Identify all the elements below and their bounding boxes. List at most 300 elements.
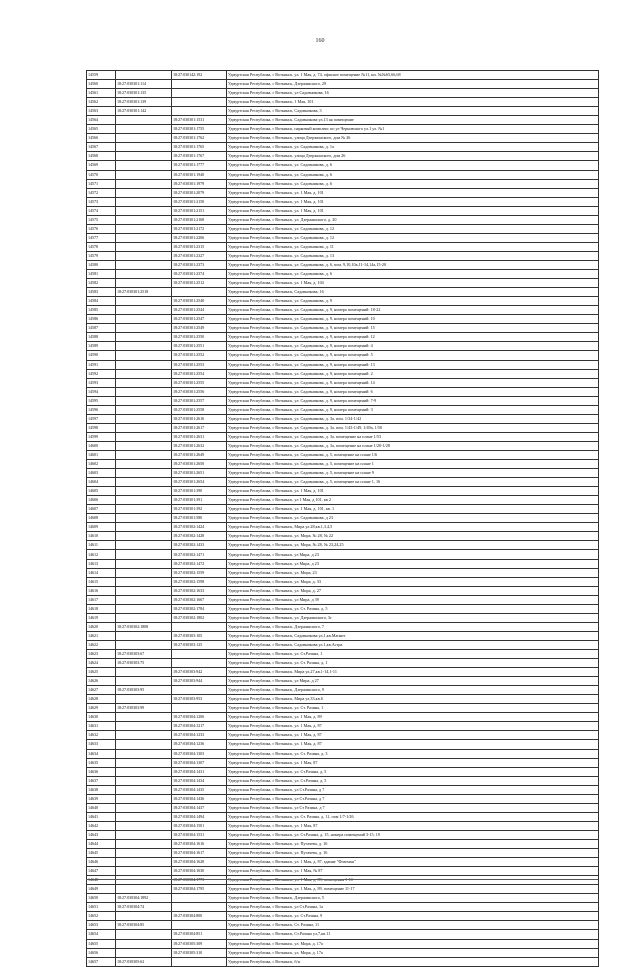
row-number-cell: 14598 [87,423,116,432]
building-cadastral-number-cell: 18:27:030301:1755 [172,125,227,134]
address-cell: Удмуртская Республика, г Воткинск, ул Ст Разина, д 7 [227,803,599,812]
table-row [87,894,599,903]
row-number-cell: 14575 [87,215,116,224]
address-cell: Удмуртская Республика, г Воткинск, ул. Садовникова, д. 5, помещение на плане 1 [227,460,599,469]
building-cadastral-number-cell [172,894,227,903]
land-cadastral-number-cell [116,830,172,839]
land-cadastral-number-cell [116,631,172,640]
address-cell: Удмуртская Республика, г Воткинск, ул. 1 Мая, д. 104 [227,279,599,288]
land-cadastral-number-cell: 18:27:030305:62 [116,957,172,966]
building-cadastral-number-cell: 18:27:030304:1435 [172,785,227,794]
building-cadastral-number-cell: 18:27:030304:1617 [172,849,227,858]
land-cadastral-number-cell [116,71,172,80]
building-cadastral-number-cell: 18:27:030302:1802 [172,613,227,622]
land-cadastral-number-cell [116,713,172,722]
row-number-cell: 14604 [87,478,116,487]
row-number-cell: 14610 [87,532,116,541]
address-cell: Удмуртская Республика, г Воткинск, ул. Садовникова, д. 9, номера помещений: 12 [227,333,599,342]
table-row [87,622,599,631]
building-cadastral-number-cell: 18:27:030304:1307 [172,758,227,767]
building-cadastral-number-cell [172,89,227,98]
table-row [87,885,599,894]
address-cell: Удмуртская Республика, г Воткинск, ул. Мира, д. 33 [227,577,599,586]
land-cadastral-number-cell [116,785,172,794]
table-row [87,713,599,722]
land-cadastral-number-cell [116,206,172,215]
row-number-cell: 14564 [87,116,116,125]
land-cadastral-number-cell [116,315,172,324]
row-number-cell: 14583 [87,288,116,297]
building-cadastral-number-cell: 18:27:030302:1472 [172,559,227,568]
land-cadastral-number-cell [116,812,172,821]
address-cell: Удмуртская Республика, г Воткинск, б/н [227,957,599,966]
row-number-cell: 14559 [87,71,116,80]
land-cadastral-number-cell [116,215,172,224]
land-cadastral-number-cell: 18:27:030301:114 [116,80,172,89]
building-cadastral-number-cell: 18:27:030303:125 [172,640,227,649]
building-cadastral-number-cell: 18:27:030305:310 [172,948,227,957]
land-cadastral-number-cell [116,586,172,595]
address-cell: Удмуртская Республика, г Воткинск, ул. Садовникова, д. 6 [227,270,599,279]
land-cadastral-number-cell [116,333,172,342]
land-cadastral-number-cell [116,821,172,830]
address-cell: Удмуртская Республика, г Воткинск, Садовникова, 16 [227,288,599,297]
row-number-cell: 14634 [87,749,116,758]
row-number-cell: 14642 [87,821,116,830]
building-cadastral-number-cell: 18:27:030302:1471 [172,550,227,559]
table-row [87,342,599,351]
address-cell: Удмуртская Республика, г Воткинск, парковый комплекс по ул Черновского ул.1 ул. №1 [227,125,599,134]
table-row [87,604,599,613]
address-cell: Удмуртская Республика, г Воткинск, ул. Ст. Разина, д. 5 [227,604,599,613]
table-row [87,432,599,441]
building-cadastral-number-cell: 18:27:030301:2552 [172,351,227,360]
row-number-cell: 14582 [87,279,116,288]
table-row [87,251,599,260]
land-cadastral-number-cell [116,867,172,876]
table-row [87,704,599,713]
table-row [87,143,599,152]
land-cadastral-number-cell [116,134,172,143]
address-cell: Удмуртская Республика, г Воткинск, ул Ст.Разина, д 7 [227,785,599,794]
address-cell: Удмуртская Республика, г Воткинск, ул. 1 Мая, д. 87, здание "Флагман" [227,858,599,867]
land-cadastral-number-cell [116,360,172,369]
row-number-cell: 14607 [87,505,116,514]
table-row [87,396,599,405]
building-cadastral-number-cell: 18:27:030304:1630 [172,867,227,876]
table-row [87,541,599,550]
row-number-cell: 14591 [87,360,116,369]
row-number-cell: 14644 [87,839,116,848]
land-cadastral-number-cell [116,125,172,134]
building-cadastral-number-cell: 18:27:030301:2555 [172,378,227,387]
building-cadastral-number-cell: 18:27:030301:580 [172,514,227,523]
table-row [87,89,599,98]
building-cadastral-number-cell: 18:27:030301:2079 [172,188,227,197]
land-cadastral-number-cell [116,514,172,523]
row-number-cell: 14641 [87,812,116,821]
address-cell: Удмуртская Республика, г Воткинск, ул. Ст. Разина, 1 [227,704,599,713]
table-row [87,71,599,80]
address-cell: Удмуртская Республика, г Воткинск, ул. Садовникова, д. 9, номера помещений: 6 [227,387,599,396]
address-cell: Удмуртская Республика, г Воткинск, ул. Садовникова, д 23 [227,514,599,523]
row-number-cell: 14625 [87,668,116,677]
table-row [87,930,599,939]
address-cell: Удмуртская Республика, г Воткинск, ул. 1 Мая, д. 89, помещение 11-17 [227,885,599,894]
address-cell: Удмуртская Республика, г Воткинск, ул. 1 Мая, д. 101 [227,197,599,206]
address-cell: Удмуртская Республика, г Воткинск, ул Мира, д 27 [227,677,599,686]
table-row [87,378,599,387]
address-cell: Удмуртская Республика, г Воткинск, ул. Садовникова, д. 9, номера помещений: 18-22 [227,306,599,315]
land-cadastral-number-cell [116,595,172,604]
row-number-cell: 14587 [87,324,116,333]
building-cadastral-number-cell: 18:27:030302:1784 [172,604,227,613]
table-row [87,134,599,143]
land-cadastral-number-cell [116,677,172,686]
building-cadastral-number-cell: 18:27:030304:1236 [172,740,227,749]
row-number-cell: 14595 [87,396,116,405]
address-cell: Удмуртская Республика, г Воткинск, Мира ул,33,кв.6 [227,695,599,704]
row-number-cell: 14560 [87,80,116,89]
building-cadastral-number-cell: 18:27:030303:105 [172,631,227,640]
table-row [87,288,599,297]
building-cadastral-number-cell: 18:27:030301:2512 [172,279,227,288]
table-row [87,324,599,333]
building-cadastral-number-cell: 18:27:030301:1531 [172,116,227,125]
land-cadastral-number-cell [116,604,172,613]
table-row [87,550,599,559]
building-cadastral-number-cell: 18:27:030304:1773 [172,876,227,885]
table-bottom-rule [86,879,598,880]
land-cadastral-number-cell [116,423,172,432]
address-cell: Удмуртская Республика, г Воткинск, Садовникова, 3 [227,107,599,116]
address-cell: Удмуртская Республика, г Воткинск, ул. Садовникова, д. 3а, помещение на плане 1/53 [227,432,599,441]
address-cell: Удмуртская Республика, г Воткинск, Дзержинского, 29 [227,80,599,89]
row-number-cell: 14577 [87,233,116,242]
table-row [87,206,599,215]
building-cadastral-number-cell: 18:27:030304:1233 [172,731,227,740]
row-number-cell: 14580 [87,260,116,269]
building-cadastral-number-cell: 18:27:030304:1431 [172,767,227,776]
address-cell: Удмуртская Республика, г Воткинск, ул. Садовникова, д. 13 [227,251,599,260]
table-row [87,686,599,695]
row-number-cell: 14566 [87,134,116,143]
land-cadastral-number-cell [116,297,172,306]
address-cell: Удмуртская Республика, г Воткинск, ул Ст.Разина, д 7 [227,794,599,803]
address-cell: Удмуртская Республика, г Воткинск, ул. 1 Мая, 87 [227,758,599,767]
building-cadastral-number-cell: 18:27:030304:1616 [172,839,227,848]
row-number-cell: 14585 [87,306,116,315]
table-row [87,858,599,867]
property-registry-table [86,70,599,967]
table-row [87,351,599,360]
table-row [87,758,599,767]
building-cadastral-number-cell: 18:27:030301:2617 [172,423,227,432]
building-cadastral-number-cell: 18:27:030301:2632 [172,441,227,450]
table-row [87,568,599,577]
building-cadastral-number-cell [172,622,227,631]
land-cadastral-number-cell: 18:27:030303:95 [116,686,172,695]
land-cadastral-number-cell [116,613,172,622]
address-cell: Удмуртская Республика, г Воткинск, ул. 1 Мая, д. 101 [227,206,599,215]
table-row [87,315,599,324]
address-cell: Удмуртская Республика, г Воткинск, ул. Мира, № 28, № 22 [227,532,599,541]
address-cell: Удмуртская Республика, г Воткинск, ул. Дзержинского, д. 20 [227,215,599,224]
row-number-cell: 14647 [87,867,116,876]
row-number-cell: 14578 [87,242,116,251]
row-number-cell: 14639 [87,794,116,803]
address-cell: Удмуртская Республика, г Воткинск, ул. 1 Мая, д. 74, офисное помещение №11, нп. №№65,66,68 [227,71,599,80]
address-cell: Удмуртская Республика, г Воткинск, ул. Садовникова, д. 5, помещение на плане 1/6 [227,450,599,459]
table-row [87,749,599,758]
table-row [87,722,599,731]
address-cell: Удмуртская Республика, г Воткинск, Мира ул,27,кв.1-14,1-11 [227,668,599,677]
page-number: 160 [315,38,325,44]
table-row [87,948,599,957]
building-cadastral-number-cell: 18:27:030301:2551 [172,342,227,351]
row-number-cell: 14602 [87,460,116,469]
row-number-cell: 14597 [87,414,116,423]
address-cell: Удмуртская Республика, г Воткинск, ул. Садовникова, д. 3а, пом. 1/43-1/49, 1/49а, 1/50 [227,423,599,432]
row-number-cell: 14588 [87,333,116,342]
table-row [87,360,599,369]
building-cadastral-number-cell: 18:27:030301:2654 [172,478,227,487]
address-cell: Удмуртская Республика, г Воткинск, Ст.Разина ул,7,кв.11 [227,930,599,939]
building-cadastral-number-cell: 18:27:030302:1424 [172,523,227,532]
land-cadastral-number-cell [116,577,172,586]
land-cadastral-number-cell [116,279,172,288]
table-row [87,821,599,830]
table-row [87,559,599,568]
address-cell: Удмуртская Республика, г Воткинск, улица Дзержинского, дом 26 [227,152,599,161]
address-cell: Удмуртская Республика, г Воткинск, ул. 1 Мая, № 87 [227,867,599,876]
address-cell: Удмуртская Республика, г Воткинск, ул. 1 Мая, 87 [227,821,599,830]
address-cell: Удмуртская Республика, г Воткинск, ул. Садовникова, д. 6 [227,161,599,170]
address-cell: Удмуртская Республика, г Воткинск, ул. Мира, 23 [227,568,599,577]
land-cadastral-number-cell [116,405,172,414]
row-number-cell: 14630 [87,713,116,722]
row-number-cell: 14623 [87,650,116,659]
land-cadastral-number-cell [116,306,172,315]
building-cadastral-number-cell: 18:27:030301:390 [172,487,227,496]
building-cadastral-number-cell: 18:27:030301:2553 [172,360,227,369]
row-number-cell: 14635 [87,758,116,767]
building-cadastral-number-cell: 18:27:030301:392 [172,505,227,514]
row-number-cell: 14606 [87,496,116,505]
address-cell: Удмуртская Республика, г Воткинск, ул. Садовникова, д. 6 [227,179,599,188]
land-cadastral-number-cell [116,568,172,577]
land-cadastral-number-cell [116,450,172,459]
table-row [87,179,599,188]
land-cadastral-number-cell [116,523,172,532]
building-cadastral-number-cell: 18:27:030301:2544 [172,306,227,315]
building-cadastral-number-cell: 18:27:030304:1217 [172,722,227,731]
land-cadastral-number-cell [116,251,172,260]
building-cadastral-number-cell: 18:27:030301:2206 [172,233,227,242]
building-cadastral-number-cell [172,686,227,695]
land-cadastral-number-cell [116,197,172,206]
table-row [87,677,599,686]
row-number-cell: 14586 [87,315,116,324]
table-row [87,152,599,161]
address-cell: Удмуртская Республика, г Воткинск, ул. Садовникова, д. 3а, пом. 1/34-1/42 [227,414,599,423]
building-cadastral-number-cell: 18:27:030303:953 [172,695,227,704]
table-row [87,695,599,704]
row-number-cell: 14594 [87,387,116,396]
land-cadastral-number-cell [116,731,172,740]
address-cell: Удмуртская Республика, г Воткинск, ул. Ст.Разина, д. 15, номера помещений 3-15, 19 [227,830,599,839]
building-cadastral-number-cell: 18:27:030301:391 [172,496,227,505]
building-cadastral-number-cell: 18:27:030304:1206 [172,713,227,722]
land-cadastral-number-cell [116,441,172,450]
table-row [87,577,599,586]
address-cell: Удмуртская Республика, г Воткинск, ул. Садовникова, д. 6, пом. 9,10,10а,11-14,14а,15-20 [227,260,599,269]
land-cadastral-number-cell [116,794,172,803]
table-row [87,640,599,649]
building-cadastral-number-cell: 18:27:030301:2550 [172,333,227,342]
building-cadastral-number-cell [172,98,227,107]
row-number-cell: 14618 [87,604,116,613]
table-row [87,333,599,342]
table-row [87,767,599,776]
land-cadastral-number-cell [116,270,172,279]
building-cadastral-number-cell: 18:27:030304:1628 [172,858,227,867]
address-cell: Удмуртская Республика, г Воткинск, 1 Мая, 101 [227,98,599,107]
table-row [87,107,599,116]
row-number-cell: 14571 [87,179,116,188]
address-cell: Удмуртская Республика, г Воткинск, ул. Садовникова, д. 11 [227,242,599,251]
land-cadastral-number-cell [116,532,172,541]
building-cadastral-number-cell: 18:27:030304:1303 [172,749,227,758]
table-row [87,469,599,478]
row-number-cell: 14563 [87,107,116,116]
land-cadastral-number-cell [116,505,172,514]
address-cell: Удмуртская Республика, г Воткинск, ул. Ст.Разина, д. 5 [227,767,599,776]
address-cell: Удмуртская Республика, г Воткинск, ул Мира, д 39 [227,595,599,604]
land-cadastral-number-cell [116,233,172,242]
land-cadastral-number-cell [116,396,172,405]
table-row [87,161,599,170]
address-cell: Удмуртская Республика, г Воткинск, ул Ст.Разина, 1а [227,903,599,912]
address-cell: Удмуртская Республика, г Воткинск, ул. Мира, д. 27 [227,586,599,595]
address-cell: Удмуртская Республика, г Воткинск, ул. Садовникова, д. 6 [227,170,599,179]
land-cadastral-number-cell [116,559,172,568]
row-number-cell: 14627 [87,686,116,695]
table-row [87,668,599,677]
building-cadastral-number-cell: 18:27:030304:1531 [172,830,227,839]
table-row [87,297,599,306]
address-cell: Удмуртская Республика, г Воткинск, ул. 1 Мая, д. 87 [227,731,599,740]
row-number-cell: 14561 [87,89,116,98]
row-number-cell: 14603 [87,469,116,478]
table-row [87,487,599,496]
address-cell: Удмуртская Республика, г Воткинск, ул. Садовникова, д. 1а [227,143,599,152]
building-cadastral-number-cell: 18:27:030304:1436 [172,794,227,803]
land-cadastral-number-cell: 18:27:030302:1808 [116,622,172,631]
land-cadastral-number-cell [116,722,172,731]
table-row [87,903,599,912]
table-row [87,188,599,197]
address-cell: Удмуртская Республика, г Воткинск, ул. Садовникова, д. 3а, помещение на плане 1/20-1/28 [227,441,599,450]
land-cadastral-number-cell [116,460,172,469]
address-cell: Удмуртская Республика, г Воткинск, ул. Садовникова, д. 12 [227,233,599,242]
land-cadastral-number-cell [116,224,172,233]
building-cadastral-number-cell [172,957,227,966]
address-cell: Удмуртская Республика, г Воткинск, ул. Садовникова, д. 9, номера помещений: 3 [227,405,599,414]
address-cell: Удмуртская Республика, г Воткинск, Ст. Разина, 11 [227,921,599,930]
table-row [87,116,599,125]
address-cell: Удмуртская Республика, г Воткинск, ул. Ст. Разина, д. 1 [227,659,599,668]
land-cadastral-number-cell [116,414,172,423]
table-row [87,306,599,315]
row-number-cell: 14653 [87,921,116,930]
row-number-cell: 14654 [87,930,116,939]
building-cadastral-number-cell [172,903,227,912]
row-number-cell: 14609 [87,523,116,532]
address-cell: Удмуртская Республика, г Воткинск, ул Мира, д 23 [227,559,599,568]
building-cadastral-number-cell: 18:27:030302:1428 [172,532,227,541]
address-cell: Удмуртская Республика, г Воткинск, ул. 1 Мая, д. 89, помещения 1-10 [227,876,599,885]
land-cadastral-number-cell: 18:27:030304:85 [116,921,172,930]
row-number-cell: 14592 [87,369,116,378]
address-cell: Удмуртская Республика, г Воткинск, ул. Ст.Разина, 1 [227,650,599,659]
table-row [87,794,599,803]
building-cadastral-number-cell [172,80,227,89]
table-row [87,414,599,423]
land-cadastral-number-cell [116,849,172,858]
row-number-cell: 14600 [87,441,116,450]
table-row [87,260,599,269]
address-cell: Удмуртская Республика, г Воткинск, ул. Садовникова, д. 9, номера помещений: 4 [227,342,599,351]
address-cell: Удмуртская Республика, г Воткинск, ул. 1 Мая, д. 89 [227,713,599,722]
land-cadastral-number-cell [116,369,172,378]
address-cell: Удмуртская Республика, г Воткинск, ул. Ст. Разина, д. 3 [227,749,599,758]
table-row [87,224,599,233]
land-cadastral-number-cell: 18:27:030301:139 [116,98,172,107]
land-cadastral-number-cell [116,179,172,188]
land-cadastral-number-cell [116,767,172,776]
table-row [87,776,599,785]
row-number-cell: 14655 [87,939,116,948]
building-cadastral-number-cell: 18:27:030301:2651 [172,469,227,478]
row-number-cell: 14616 [87,586,116,595]
land-cadastral-number-cell [116,550,172,559]
land-cadastral-number-cell [116,116,172,125]
address-cell: Удмуртская Республика, г Воткинск, улица Дзержинского, дом № 26 [227,134,599,143]
table-row [87,957,599,966]
address-cell: Удмуртская Республика, г Воткинск, ул. Садовникова, д. 5, помещение на плане 9 [227,469,599,478]
building-cadastral-number-cell: 18:27:030301:2547 [172,315,227,324]
building-cadastral-number-cell: 18:27:030302:1433 [172,541,227,550]
address-cell: Удмуртская Республика, г Воткинск, ул. 1 Мая, д. 101 [227,188,599,197]
building-cadastral-number-cell: 18:27:030301:2373 [172,260,227,269]
building-cadastral-number-cell: 18:27:030301:2540 [172,297,227,306]
address-cell: Удмуртская Республика, г Воткинск, ул 1 Мая, д 101, кв 2 [227,496,599,505]
land-cadastral-number-cell [116,740,172,749]
address-cell: Удмуртская Республика, г Воткинск, ул. Ст. Разина, д. 11, пом 1/7-1/26 [227,812,599,821]
building-cadastral-number-cell [172,659,227,668]
table-row [87,785,599,794]
land-cadastral-number-cell [116,912,172,921]
address-cell: Удмуртская Республика, г Воткинск, ул. 1 Мая, д. 101 [227,487,599,496]
row-number-cell: 14651 [87,903,116,912]
address-cell: Удмуртская Республика, г Воткинск, Садовникова ул,1,кв.Магнит [227,631,599,640]
building-cadastral-number-cell: 18:27:030301:1765 [172,143,227,152]
row-number-cell: 14567 [87,143,116,152]
land-cadastral-number-cell [116,939,172,948]
row-number-cell: 14601 [87,450,116,459]
table-row [87,830,599,839]
